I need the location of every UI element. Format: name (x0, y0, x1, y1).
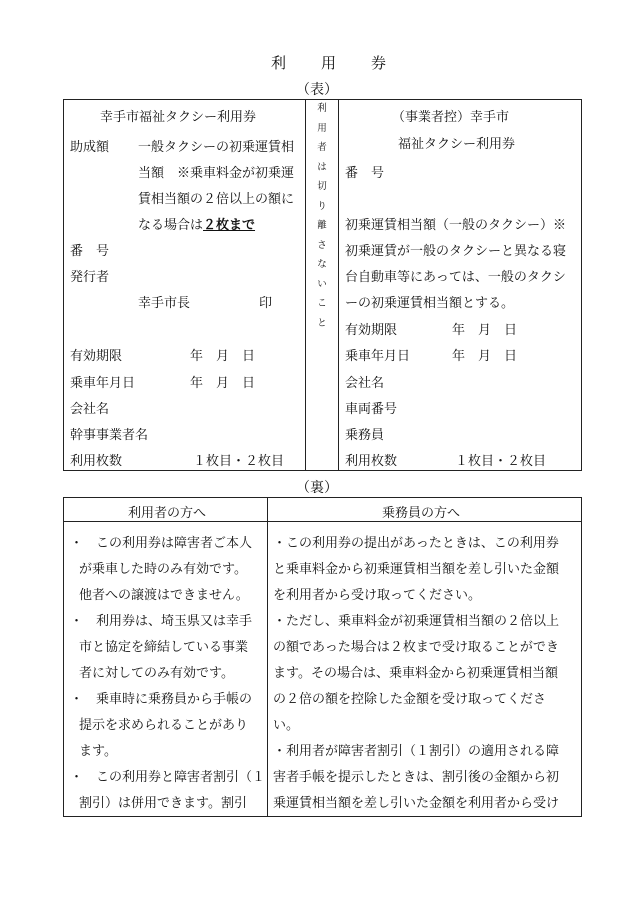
cut-notice-char: こ (317, 298, 327, 309)
cut-line-left (305, 99, 306, 471)
expiry-date-left: 年 月 日 (190, 349, 256, 364)
number-label-left: 番 号 (70, 244, 110, 259)
ride-date-right: 年 月 日 (452, 349, 518, 364)
cut-notice-char: 者 (317, 142, 327, 153)
count-value-left: １枚目・２枚目 (193, 454, 285, 469)
crew-note-line: の２倍の額を控除した金額を受け取ってくださ (273, 692, 547, 707)
left-heading: 幸手市福祉タクシー利用券 (100, 110, 257, 125)
cut-notice-char: 切 (317, 181, 327, 192)
cut-notice-char: 利 (317, 103, 327, 114)
count-label-right: 利用枚数 (345, 454, 398, 469)
crew-note-line: 乗運賃相当額を差し引いた金額を利用者から受け (273, 796, 560, 811)
cut-notice-char: な (317, 259, 327, 270)
user-header: 利用者の方へ (128, 506, 207, 521)
secretary-label: 幹事事業者名 (70, 428, 149, 443)
expiry-label-left: 有効期限 (70, 349, 123, 364)
expiry-label-right: 有効期限 (345, 323, 398, 338)
back-divider (267, 497, 268, 817)
note-line-3: 台自動車等にあっては、一般のタクシ (345, 270, 566, 285)
back-label: （裏） (296, 480, 338, 496)
bullet-icon: ・ (70, 770, 84, 785)
cut-notice-char: は (317, 161, 327, 173)
crew-note-line: ます。その場合は、乗車料金から初乗運賃相当額 (273, 666, 558, 681)
crew-note-line: 害者手帳を提示したときは、割引後の金額から初 (273, 770, 560, 785)
count-label-left: 利用枚数 (70, 454, 123, 469)
bullet-icon: ・ (70, 536, 84, 551)
note-line-1: 初乗運賃相当額（一般のタクシー）※ (345, 218, 567, 233)
crew-note-line: と乗車料金から初乗運賃相当額を差し引いた金額 (273, 562, 560, 577)
cut-line-right (338, 99, 339, 471)
user-note-line: この利用券は障害者ご本人 (96, 536, 253, 551)
front-label: （表） (296, 82, 338, 98)
crew-note-line: い。 (273, 718, 300, 733)
right-heading-2: 福祉タクシー利用券 (398, 137, 516, 152)
cut-notice-char: と (317, 317, 327, 329)
ride-date-left: 年 月 日 (190, 376, 256, 391)
page-title: 利 用 券 (271, 54, 397, 72)
bullet-icon: ・ (70, 614, 84, 629)
cut-notice-char: 用 (317, 122, 327, 134)
crew-note-line: を利用者から受け取ってください。 (273, 588, 482, 603)
crew-note-line: ・この利用券の提出があったときは、この利用券 (273, 536, 559, 551)
mayor-label: 幸手市長 (138, 296, 191, 311)
back-header-line (63, 521, 582, 522)
cut-notice-char: さ (317, 239, 327, 251)
user-note-line: 市と協定を締結している事業 (79, 640, 249, 655)
crew-note-line: の額であった場合は２枚まで受け取ることができ (273, 640, 559, 655)
crew-note-line: ・利用者が障害者割引（１割引）の適用される障 (273, 744, 560, 759)
crew-label: 乗務員 (345, 428, 385, 443)
user-note-line: この利用券と障害者割引（１ (96, 770, 266, 785)
grant-limit-emphasis: ２枚まで (203, 218, 256, 233)
cut-notice-char: 離 (317, 220, 327, 231)
vehicle-label: 車両番号 (345, 402, 398, 417)
note-line-2: 初乗運賃が一般のタクシーと異なる寝 (345, 244, 567, 259)
user-note-line: 他者への譲渡はできません。 (79, 588, 249, 603)
grant-label: 助成額 (70, 140, 110, 155)
ride-date-label-left: 乗車年月日 (70, 376, 136, 391)
grant-line-2: 当額 ※乗車料金が初乗運 (138, 166, 295, 181)
user-note-line: 者に対してのみ有効です。 (79, 666, 234, 681)
user-note-line: 利用券は、埼玉県又は幸手 (96, 614, 253, 629)
ride-date-label-right: 乗車年月日 (345, 349, 411, 364)
cut-notice-char: り (317, 200, 327, 212)
right-heading-1: （事業者控）幸手市 (392, 110, 510, 125)
user-note-line: 割引）は併用できます。割引 (79, 796, 247, 811)
number-label-right: 番 号 (345, 166, 385, 181)
crew-note-line: ・ただし、乗車料金が初乗運賃相当額の２倍以上 (273, 614, 560, 629)
grant-line-3: 賃相当額の２倍以上の額に (138, 192, 295, 207)
grant-line-1: 一般タクシーの初乗運賃相 (138, 140, 295, 155)
cut-notice-char: い (317, 278, 327, 290)
company-label-right: 会社名 (345, 376, 385, 391)
seal-label: 印 (259, 296, 273, 311)
grant-line-4: なる場合は２枚まで (138, 218, 256, 233)
count-value-right: １枚目・２枚目 (455, 454, 547, 469)
user-note-line: が乗車した時のみ有効です。 (79, 562, 247, 577)
user-note-line: 提示を求められることがあり (79, 718, 249, 733)
issuer-label: 発行者 (70, 270, 110, 285)
note-line-4: ーの初乗運賃相当額とする。 (345, 296, 515, 311)
company-label-left: 会社名 (70, 402, 110, 417)
expiry-date-right: 年 月 日 (452, 323, 518, 338)
user-note-line: ます。 (79, 744, 117, 759)
bullet-icon: ・ (70, 692, 84, 707)
user-note-line: 乗車時に乗務員から手帳の (96, 692, 253, 707)
crew-header: 乗務員の方へ (382, 506, 461, 521)
